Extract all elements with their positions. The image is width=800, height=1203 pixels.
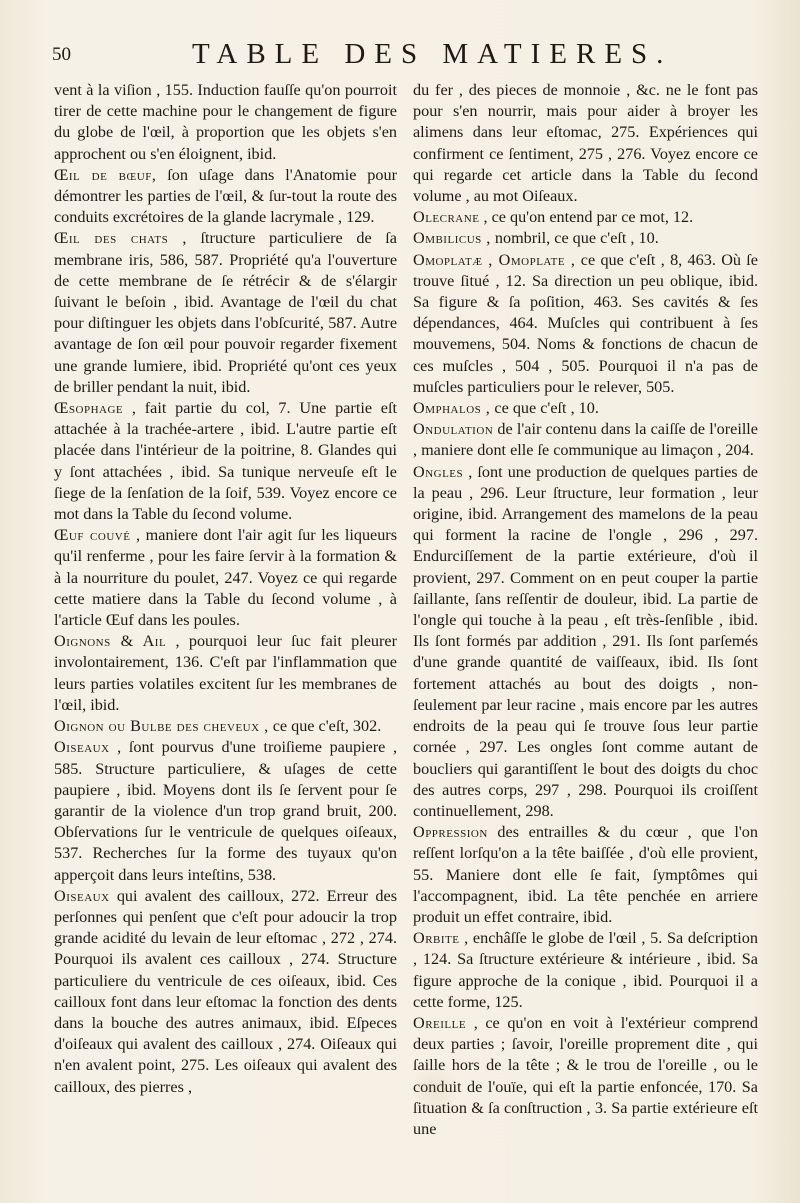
running-title: TABLE DES MATIERES.	[192, 38, 673, 70]
entry-text: , ce qu'on en voit à l'extérieur comprend deux parties ; ſavoir, l'oreille proprement dite , qui ſaille hors de la tête ; & le trou de l'oreille , ou le conduit de l'ouïe, qui eſt la partie enfoncée, 170. Sa ſituation & ſa conſtruction , 3. Sa partie extérieure eſt une	[413, 1013, 758, 1138]
entry-text: du fer , des pieces de monnoie , &c. ne le font pas pour s'en nourrir, mais pour aider à broyer les alimens dans leur eſtomac, 275. Expériences qui confirment ce ſentiment, 275 , 276. Voyez encore ce qui regarde cet article dans la Table du ſecond volume , au mot Oiſeaux.	[413, 81, 758, 206]
entry-headword: Œil des chats ,	[54, 229, 187, 248]
index-entry	[54, 80, 397, 165]
entry-headword: Orbite	[413, 929, 460, 948]
entry-text: , fait partie du col, 7. Une partie eſt attachée à la trachée-artere , ibid. L'autre partie eſt placée dans l'intérieur de la poitrine, 8. Glandes qui y ſont attachées , ibid. Sa tunique nerveuſe eſt le ſiege de la ſenſation de la ſoif, 539. Voyez encore ce mot dans la Table du ſecond volume.	[54, 399, 397, 524]
entry-headword: Omphalos ,	[413, 399, 491, 418]
index-entry	[413, 80, 758, 207]
index-entry	[54, 228, 397, 398]
index-entry	[54, 525, 397, 631]
entry-text: , pourquoi leur ſuc fait pleurer involontairement, 136. C'eſt par l'inflammation que leurs parties volatiles excitent ſur les membranes de l'œil, ibid.	[54, 632, 397, 714]
entry-text: de l'air contenu dans la caiſſe de l'oreille , maniere dont elle ſe communique au limaçon , 204.	[413, 420, 758, 460]
page-number: 50	[52, 44, 71, 65]
entry-text: , ce qu'on entend par ce mot, 12.	[479, 208, 694, 227]
index-entry	[54, 716, 397, 737]
index-entry	[413, 419, 758, 461]
entry-headword: Oignon ou Bulbe des cheveux ,	[54, 717, 269, 736]
index-entry	[413, 462, 758, 822]
right-column	[413, 80, 758, 1140]
index-entry	[54, 737, 397, 885]
entry-headword: Œil de bœuf,	[54, 165, 157, 184]
entry-headword: Ondulation	[413, 420, 494, 439]
entry-headword: Omoplatæ , Omoplate ,	[413, 250, 576, 269]
entry-text: ce que c'eſt, 302.	[268, 717, 382, 736]
entry-text: des entrailles & du cœur , que l'on reſſent lorſqu'on a la tête baiſſée , d'où elle provient, 55. Maniere dont elle ſe fait, ſymptômes qui l'accompagnent, ibid. La tête penchée en arriere produit un effet contraire, ibid.	[413, 823, 758, 926]
index-entry	[54, 631, 397, 716]
entry-headword: Oiſeaux	[54, 886, 110, 905]
entry-text: ſon uſage dans l'Anatomie pour démontrer les parties de l'œil, & ſur-tout la route des conduits excrétoires de la glande lacrymale , 129.	[54, 165, 397, 227]
entry-headword: Oppression	[413, 823, 488, 842]
paper-stain	[415, 1060, 455, 1120]
entry-headword: Ongles	[413, 462, 464, 481]
index-entry	[54, 165, 397, 229]
entry-text: ce que c'eſt , 10.	[490, 399, 599, 418]
left-column	[54, 80, 397, 1098]
entry-headword: Oiseaux	[54, 738, 110, 757]
index-entry	[413, 207, 758, 228]
entry-headword: Olecrane	[413, 208, 480, 227]
entry-headword: Oreille	[413, 1013, 467, 1032]
entry-text: , enchâſſe le globe de l'œil , 5. Sa deſcription , 124. Sa ſtructure extérieure & intérieure , ibid. Sa figure approche de la conique , ibid. Pourquoi il a cette forme, 125.	[413, 929, 758, 1011]
entry-headword: Œsophage	[54, 399, 124, 418]
index-entry	[413, 250, 758, 398]
index-entry	[54, 886, 397, 1098]
entry-text: vent à la viſion , 155. Induction fauſſe qu'on pourroit tirer de cette machine pour le changement de figure du globe de l'œil, à proportion que les objets s'en approchent ou s'en éloignent, ibid.	[54, 81, 397, 163]
entry-text: ce que c'eſt , 8, 463. Où ſe trouve ſitué , 12. Sa direction un peu oblique, ibid. Sa figure & ſa poſition, 463. Ses cavités & ſes dépendances, 464. Muſcles qui contribuent à ſes mouvemens, 504. Noms & fonctions de chacun de ces muſcles , 504 , 505. Pourquoi il n'a pas de muſcles particuliers pour le relever, 505.	[413, 250, 758, 396]
entry-headword: Ombilicus ,	[413, 229, 491, 248]
index-entry	[413, 398, 758, 419]
index-entry	[413, 1013, 758, 1140]
entry-text: qui avalent des cailloux, 272. Erreur des perſonnes qui penſent que c'eſt pour adoucir la trop grande acidité du levain de leur eſtomac , 272 , 274. Pourquoi ils avalent ces cailloux , 274. Structure particuliere du ventricule de ces oiſeaux, ibid. Ces cailloux font dans leur eſtomac la fonction des dents dans la bouche des autres animaux, ibid. Eſpeces d'oiſeaux qui avalent des cailloux , 274. Oiſeaux qui n'en avalent point, 275. Les oiſeaux qui avalent des cailloux, des pierres ,	[54, 886, 397, 1096]
entry-text: ſtructure particuliere de ſa membrane iris, 586, 587. Propriété qu'a l'ouverture de cette membrane de ſe rétrécir & de s'élargir ſuivant le beſoin , ibid. Avantage de l'œil du chat pour diſtinguer les objets dans l'obſcurité, 587. Autre avantage de ſon œil pour pouvoir regarder fixement une grande lumiere, ibid. Propriété qu'ont ces yeux de briller pendant la nuit, ibid.	[54, 229, 397, 396]
index-entry	[413, 228, 758, 249]
entry-text: , maniere dont l'air agit ſur les liqueurs qu'il renferme , pour les faire ſervir à la formation & à la nourriture du poulet, 247. Voyez ce qui regarde cette matiere dans la Table du ſecond volume , à l'article Œuf dans les poules.	[54, 526, 398, 630]
entry-text: , ſont une production de quelques parties de la peau , 296. Leur ſtructure, leur formation , leur origine, ibid. Arrangement des mamelons de la peau qui forment la racine de l'ongle , 296 , 297. Endurciſſement de la partie extérieure, d'où il provient, 297. Comment on en peut couper la partie ſaillante, ſans reſſentir de douleur, ibid. La partie de l'ongle qui touche à la peau , eſt très-ſenſible , ibid. Ils ſont formés par addition , 291. Ils ſont parſemés d'une grande quantité de vaiſſeaux, ibid. Ils ſont fortement attachés au bout des doigts , non-ſeulement par leur racine , mais encore par les autres endroits de la peau qui ſe trouve ſous leur partie cornée , 297. Les ongles ſont comme autant de boucliers qui garantiſſent le bout des doigts du choc des autres corps, 297 , 298. Pourquoi ils croiſſent continuellement, 298.	[413, 462, 758, 820]
entry-headword: Oignons & Ail	[54, 632, 167, 651]
page-header	[52, 36, 772, 76]
entry-headword: Œuf couvé	[54, 526, 131, 545]
index-entry	[54, 398, 397, 525]
index-entry	[413, 822, 758, 928]
entry-text: nombril, ce que c'eſt , 10.	[490, 229, 659, 248]
entry-text: , ſont pourvus d'une troiſieme paupiere , 585. Structure particuliere, & uſages de cette paupiere , ibid. Moyens dont ils ſe ſervent pour ſe garantir de la violence d'un trop grand bruit, 200. Obſervations ſur le ventricule de quelques oiſeaux, 537. Recherches ſur la forme des tuyaux qu'on apperçoit dans leurs inteſtins, 538.	[54, 738, 397, 884]
index-entry	[413, 928, 758, 1013]
